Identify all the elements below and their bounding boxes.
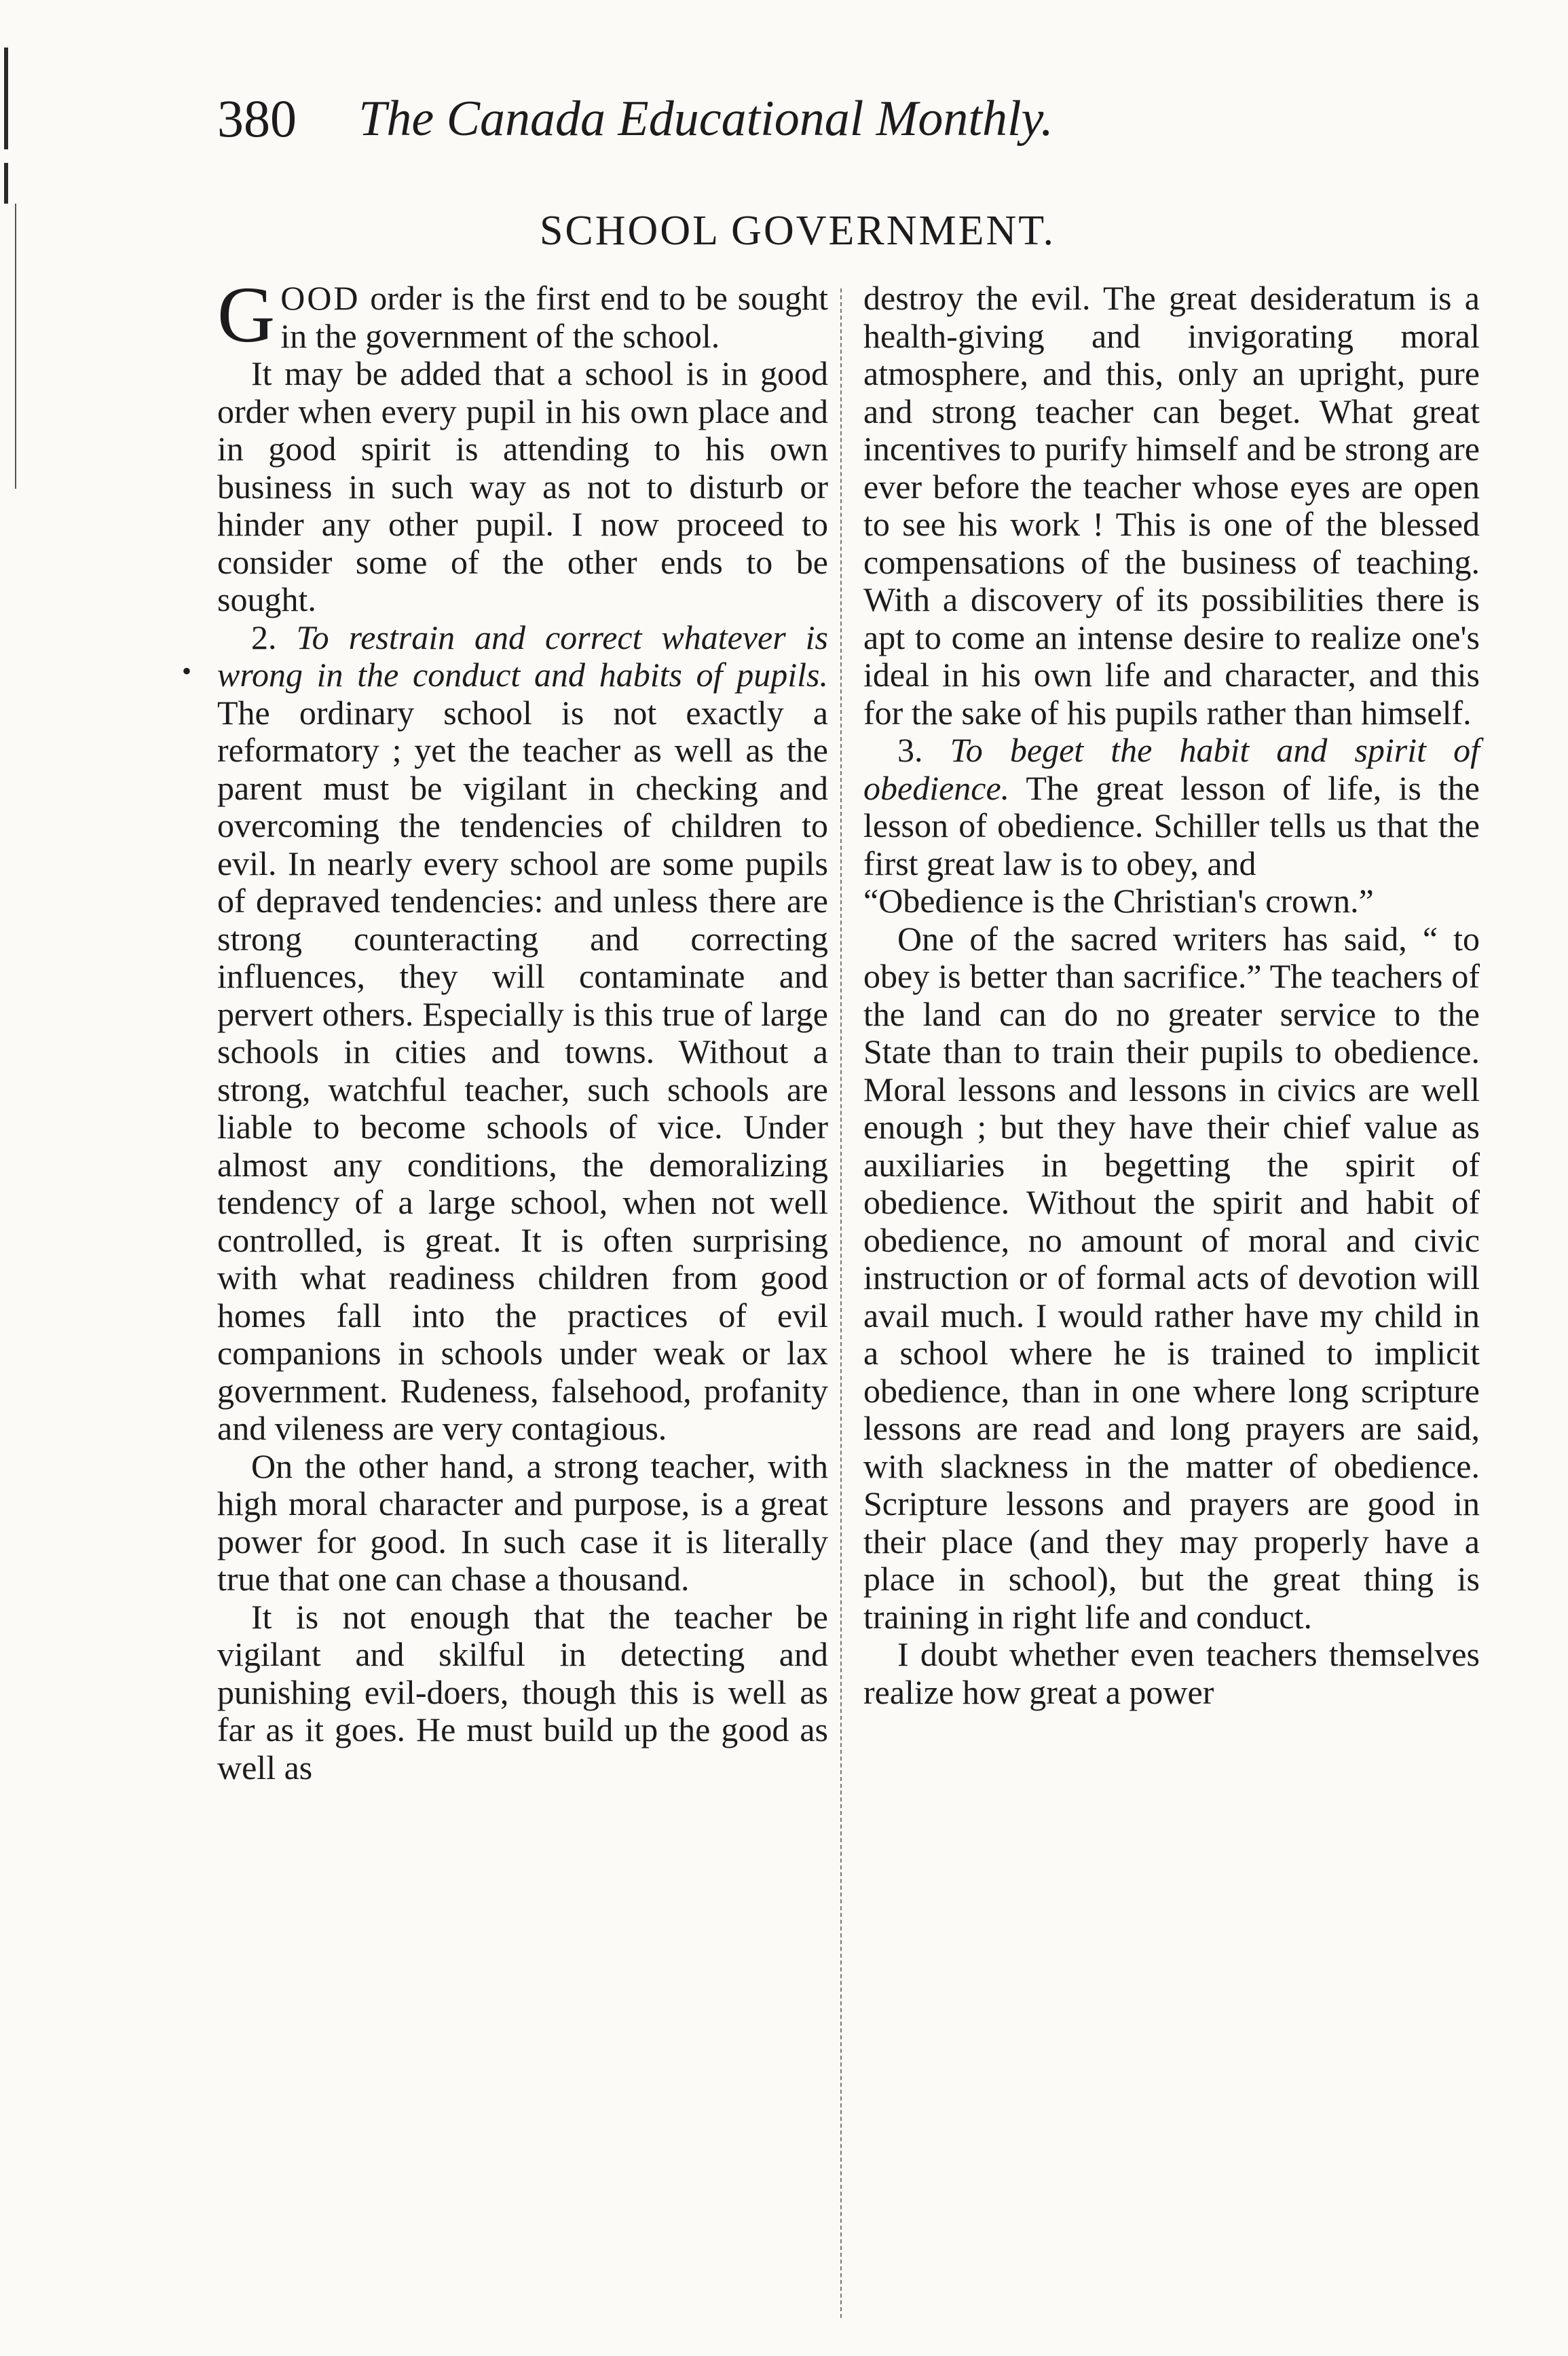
section-heading: To beget the habit and spirit of obedience.: [863, 731, 1480, 807]
section-heading: To restrain and correct whatever is wrong in the conduct and habits of pupils.: [217, 618, 828, 694]
scan-edge-mark: [15, 204, 16, 489]
opening-word: OOD: [280, 279, 360, 317]
journal-title: The Canada Educational Monthly.: [358, 91, 1053, 147]
scan-edge-mark: [4, 48, 8, 149]
paragraph: I doubt whether even teachers themselves realize how great a power: [863, 1635, 1480, 1711]
section-number: 2.: [251, 618, 277, 656]
drop-cap: G: [217, 270, 276, 359]
scan-edge-mark: [4, 163, 8, 204]
quotation: “Obedience is the Christian's crown.”: [863, 882, 1374, 920]
column-divider: [840, 288, 842, 2318]
paragraph-text: order is the first end to be sought in the government of the school.: [280, 279, 828, 355]
paragraph: [217, 270, 828, 359]
left-column: [217, 270, 828, 1787]
paragraph: It is not enough that the teacher be vigilant and skilful in detecting and punishing evil-doers, though this is well as far as it goes. He must build up the good as well as: [217, 1597, 828, 1787]
page-number: 380: [217, 89, 297, 148]
paragraph-text: The ordinary school is not exactly a reformatory ; yet the teacher as well as the parent must be vigilant in checking and overcoming the tendencies of children to evil. In nearly every school are some pupils of depraved tendencies: and unless there are strong counteracting and correcting influences, they will contaminate and pervert others. Especially is this true of large schools in cities and towns. Without a strong, watchful teacher, such schools are liable to become schools of vice. Under almost any conditions, the demoralizing tendency of a large school, when not well controlled, is great. It is often surprising with what readiness children from good homes fall into the practices of evil companions in schools under weak or lax government. Rudeness, falsehood, profanity and vileness are very contagious.: [217, 693, 828, 1447]
paragraph: destroy the evil. The great desideratum is a health-giving and invigorating moral atmosphere, and this, only an upright, pure and strong teacher can beget. What great incentives to purify himself and be strong are ever before the teacher whose eyes are open to see his work ! This is one of the blessed compensations of the business of teaching. With a discovery of its possibilities there is apt to come an intense desire to realize one's ideal in his own life and character, and this for the sake of his pupils rather than himself.: [863, 279, 1480, 732]
page-header: [217, 81, 1195, 156]
paragraph-text: The great lesson of life, is the lesson of obedience. Schiller tells us that the first great law is to obey, and: [863, 768, 1480, 882]
article-title: SCHOOL GOVERNMENT.: [539, 208, 1056, 254]
paragraph: [217, 619, 828, 1448]
paragraph: One of the sacred writers has said, “ to obey is better than sacrifice.” The teachers of the land can do no greater service to the State than to train their pupils to obedience. Moral lessons and lessons in civics are well enough ; but they have their chief value as auxiliaries in begetting the spirit of obedience. Without the spirit and habit of obedience, no amount of moral and civic instruction or of formal acts of devotion will avail much. I would rather have my child in a school where he is trained to implicit obedience, than in one where long scripture lessons are read and long prayers are said, with slackness in the matter of obedience. Scripture lessons and prayers are good in their place (and they may properly have a place in school), but the great thing is training in right life and conduct.: [863, 919, 1480, 1636]
paragraph: On the other hand, a strong teacher, with high moral character and purpose, is a great power for good. In such case it is literally true that one can chase a thousand.: [217, 1446, 828, 1598]
paragraph: [863, 732, 1480, 882]
section-number: 3.: [897, 731, 923, 769]
right-column: [863, 280, 1480, 1711]
paragraph: It may be added that a school is in good order when every pupil in his own place and in good spirit is attending to his own business in such way as not to disturb or hinder any other pupil. I now proceed to consider some of the other ends to be sought.: [217, 354, 828, 618]
margin-mark: •: [182, 656, 192, 686]
